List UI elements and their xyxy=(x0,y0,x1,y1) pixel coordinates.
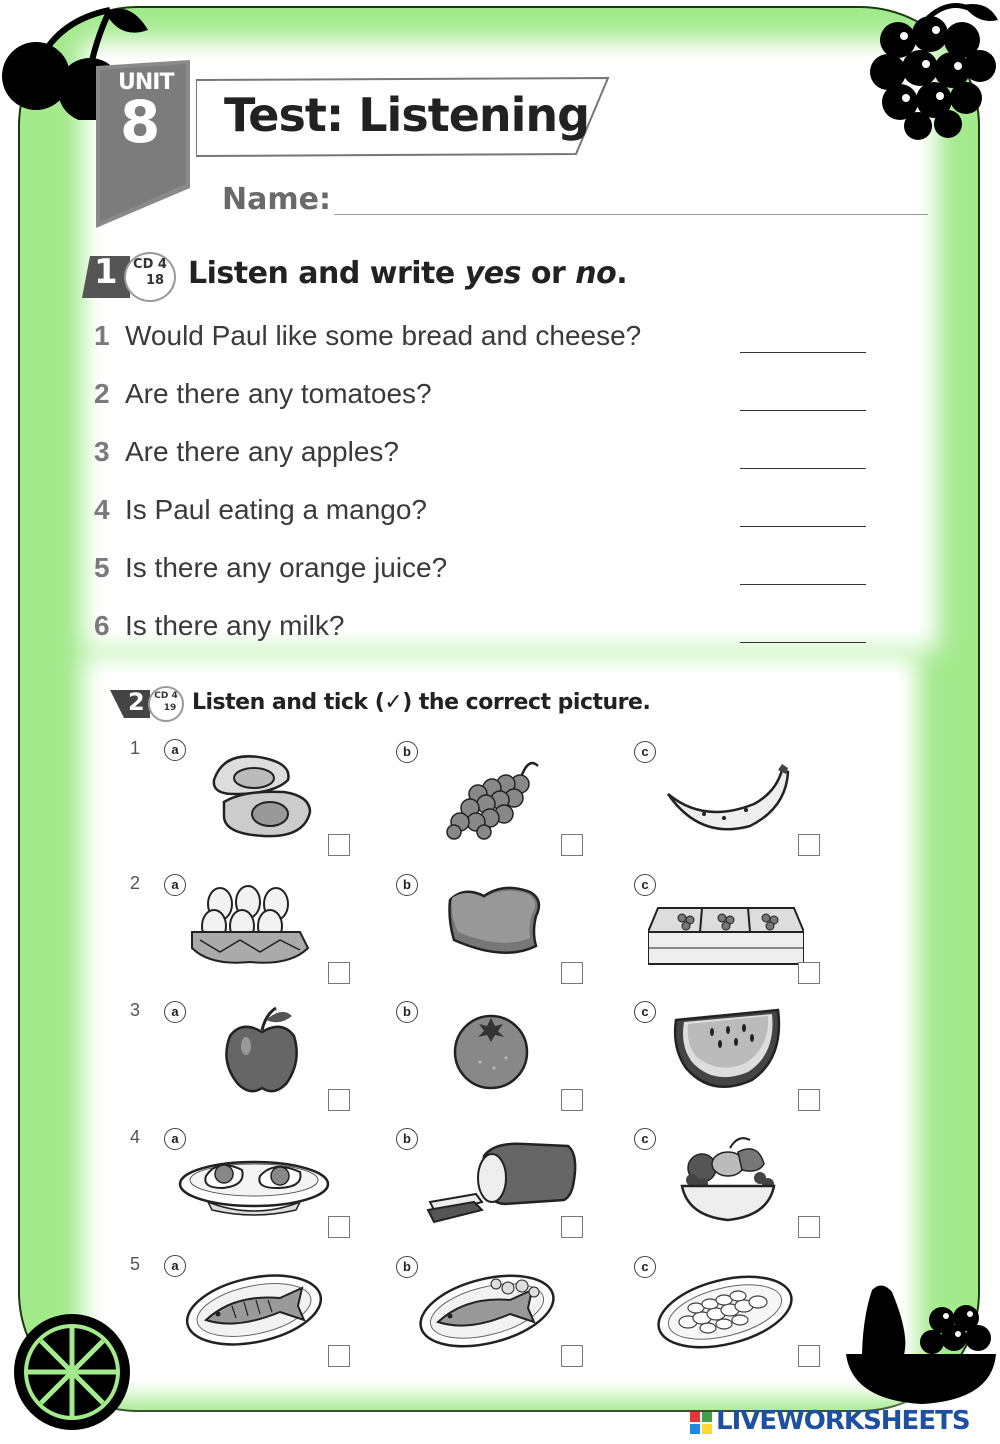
exercise1-number: 1 xyxy=(94,252,118,292)
avocado-icon xyxy=(204,750,316,840)
question-row xyxy=(94,320,874,360)
option-letter: a xyxy=(164,739,186,761)
unit-label: UNIT xyxy=(118,70,174,95)
answer-field[interactable] xyxy=(740,526,866,527)
bread-slice-icon xyxy=(444,884,544,964)
option-letter: c xyxy=(634,1256,656,1278)
exercise2-number: 2 xyxy=(128,688,145,716)
question-text: Is Paul eating a mango? xyxy=(125,494,427,525)
tick-box[interactable] xyxy=(328,834,350,856)
tick-box[interactable] xyxy=(798,1345,820,1367)
option-letter: a xyxy=(164,874,186,896)
question-row xyxy=(94,378,874,418)
fried-eggs-icon xyxy=(178,1150,330,1216)
lime-slice-icon xyxy=(10,1310,134,1434)
tick-box[interactable] xyxy=(561,1345,583,1367)
row-number: 4 xyxy=(130,1127,141,1147)
question-text: Is there any orange juice? xyxy=(125,552,448,583)
tick-box[interactable] xyxy=(798,1216,820,1238)
row-number: 1 xyxy=(130,738,141,758)
question-text: Are there any tomatoes? xyxy=(125,378,432,409)
option-letter: b xyxy=(396,1128,418,1150)
tick-box[interactable] xyxy=(561,962,583,984)
tick-box[interactable] xyxy=(328,1345,350,1367)
tick-box[interactable] xyxy=(798,962,820,984)
fish-tomato-plate-icon xyxy=(416,1270,558,1352)
question-number: 2 xyxy=(94,378,110,409)
cd-track: 18 xyxy=(145,273,165,288)
tick-box[interactable] xyxy=(328,1216,350,1238)
question-text: Are there any apples? xyxy=(125,436,399,467)
fruit-bowl-icon xyxy=(678,1134,778,1224)
banana-icon xyxy=(664,764,790,834)
question-row xyxy=(94,610,874,650)
apple-icon xyxy=(222,1006,302,1096)
answer-field[interactable] xyxy=(740,410,866,411)
answer-field[interactable] xyxy=(740,352,866,353)
option-letter: b xyxy=(396,741,418,763)
tomato-plate-icon xyxy=(654,1272,796,1352)
option-letter: c xyxy=(634,741,656,763)
cd-track-badge xyxy=(148,686,184,722)
question-row xyxy=(94,436,874,476)
option-letter: b xyxy=(396,1256,418,1278)
liveworksheets-logo-icon xyxy=(690,1412,712,1434)
page-title: Test: Listening xyxy=(224,88,590,142)
question-row xyxy=(94,552,874,592)
tick-box[interactable] xyxy=(328,962,350,984)
liveworksheets-brand[interactable]: LIVEWORKSHEETS xyxy=(716,1406,970,1436)
grapes-icon xyxy=(440,752,550,840)
option-letter: a xyxy=(164,1128,186,1150)
option-letter: b xyxy=(396,1001,418,1023)
tick-box[interactable] xyxy=(328,1089,350,1111)
question-text: Is there any milk? xyxy=(125,610,345,641)
row-number: 3 xyxy=(130,1000,141,1020)
tick-box[interactable] xyxy=(561,834,583,856)
grapes-corner-icon xyxy=(868,0,1000,140)
option-letter: a xyxy=(164,1255,186,1277)
question-row xyxy=(94,494,874,534)
exercise1-instruction: Listen and write yes or no. xyxy=(188,256,628,291)
question-number: 5 xyxy=(94,552,110,583)
fish-plate-icon xyxy=(184,1270,324,1350)
orange-icon xyxy=(450,1010,532,1090)
option-letter: b xyxy=(396,874,418,896)
question-number: 4 xyxy=(94,494,110,525)
tick-box[interactable] xyxy=(561,1089,583,1111)
question-number: 6 xyxy=(94,610,110,641)
unit-number: 8 xyxy=(120,88,161,156)
answer-field[interactable] xyxy=(740,642,866,643)
option-letter: c xyxy=(634,1128,656,1150)
option-letter: a xyxy=(164,1001,186,1023)
option-letter: c xyxy=(634,874,656,896)
question-number: 1 xyxy=(94,320,110,351)
cd-track: 19 xyxy=(163,703,177,713)
cd-label: CD 4 xyxy=(154,691,178,701)
name-field[interactable] xyxy=(334,214,928,215)
row-number: 2 xyxy=(130,873,141,893)
eggs-icon xyxy=(190,882,310,966)
name-label: Name: xyxy=(222,182,331,217)
answer-field[interactable] xyxy=(740,468,866,469)
answer-field[interactable] xyxy=(740,584,866,585)
tick-box[interactable] xyxy=(798,1089,820,1111)
question-number: 3 xyxy=(94,436,110,467)
watermelon-icon xyxy=(672,1008,784,1092)
tick-box[interactable] xyxy=(798,834,820,856)
fruit-basket-icon xyxy=(842,1280,1000,1410)
cd-track-badge xyxy=(124,252,176,302)
exercise2-instruction: Listen and tick (✓) the correct picture. xyxy=(192,690,651,715)
cd-label: CD 4 xyxy=(133,257,167,272)
tick-box[interactable] xyxy=(561,1216,583,1238)
option-letter: c xyxy=(634,1001,656,1023)
row-number: 5 xyxy=(130,1254,141,1274)
bread-loaf-icon xyxy=(424,1140,578,1224)
grape-crates-icon xyxy=(648,888,804,968)
question-text: Would Paul like some bread and cheese? xyxy=(125,320,642,351)
